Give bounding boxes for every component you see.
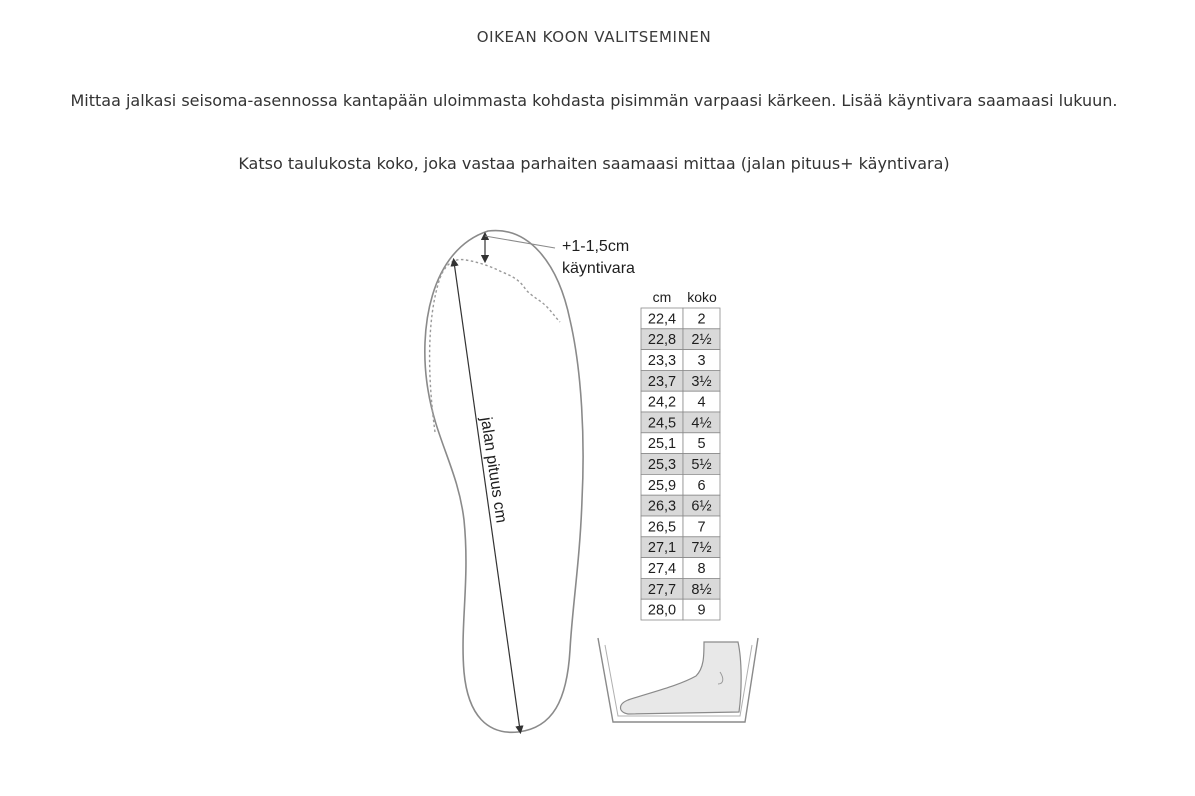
table-cell-cm: 26,5 [647,519,677,536]
table-cell-koko: 5½ [691,457,712,473]
table-cell-koko: 2½ [691,332,712,349]
table-cell-koko: 3 [697,353,706,369]
table-cell-koko: 6 [697,477,706,494]
table-row [641,370,720,391]
instruction-measure: Mittaa jalkasi seisoma-asennossa kantapään uloimmasta kohdasta pisimmän varpaasi kärkeen. Lisää käyntivara saamaasi lukuun. [70,91,1118,110]
table-row [641,578,720,599]
table-cell-cm: 26,3 [647,498,677,515]
table-cell-koko: 8 [697,561,706,577]
size-table [641,289,720,620]
table-row [641,308,720,329]
table-cell-cm: 25,3 [647,457,677,473]
table-cell-cm: 25,9 [647,477,677,494]
table-row [641,558,720,579]
table-row [641,329,720,350]
table-cell-cm: 22,8 [647,332,677,349]
table-header-koko: koko [687,289,717,305]
table-cell-cm: 23,7 [647,373,677,390]
table-cell-koko: 2 [697,311,706,328]
table-cell-cm: 24,2 [647,394,677,411]
table-cell-cm: 27,1 [647,540,677,557]
table-cell-cm: 28,0 [647,602,677,619]
table-cell-cm: 23,3 [647,353,677,369]
table-row [641,412,720,433]
table-cell-koko: 6½ [691,498,712,515]
allowance-label: käyntivara [562,260,635,277]
table-cell-koko: 7½ [691,540,712,557]
table-row [641,454,720,475]
table-row [641,350,720,371]
table-row [641,599,720,620]
table-row [641,391,720,412]
foot-dotted-outline [430,260,560,432]
table-row [641,495,720,516]
table-cell-koko: 8½ [691,581,712,598]
table-cell-cm: 25,1 [647,436,677,453]
table-cell-koko: 5 [697,436,706,453]
table-cell-koko: 4½ [691,415,712,432]
table-cell-cm: 27,4 [647,561,677,577]
table-header-cm: cm [652,289,672,305]
table-row [641,537,720,558]
allowance-value: +1-1,5cm [562,238,630,255]
instruction-table: Katso taulukosta koko, joka vastaa parhaiten saamaasi mittaa (jalan pituus+ käyntivara) [238,154,950,173]
table-cell-cm: 27,7 [647,581,677,598]
table-cell-cm: 24,5 [647,415,677,432]
measuring-box-illustration [598,638,758,722]
foot-length-label: jalan pituus cm [477,416,510,525]
table-row [641,433,720,454]
table-cell-koko: 4 [697,394,706,411]
table-row [641,516,720,537]
table-cell-koko: 9 [697,602,706,619]
page-title: OIKEAN KOON VALITSEMINEN [476,28,712,46]
table-row [641,474,720,495]
table-cell-koko: 7 [697,519,706,536]
allowance-leader-line [485,236,555,248]
table-cell-cm: 22,4 [647,311,677,328]
table-cell-koko: 3½ [691,373,712,390]
